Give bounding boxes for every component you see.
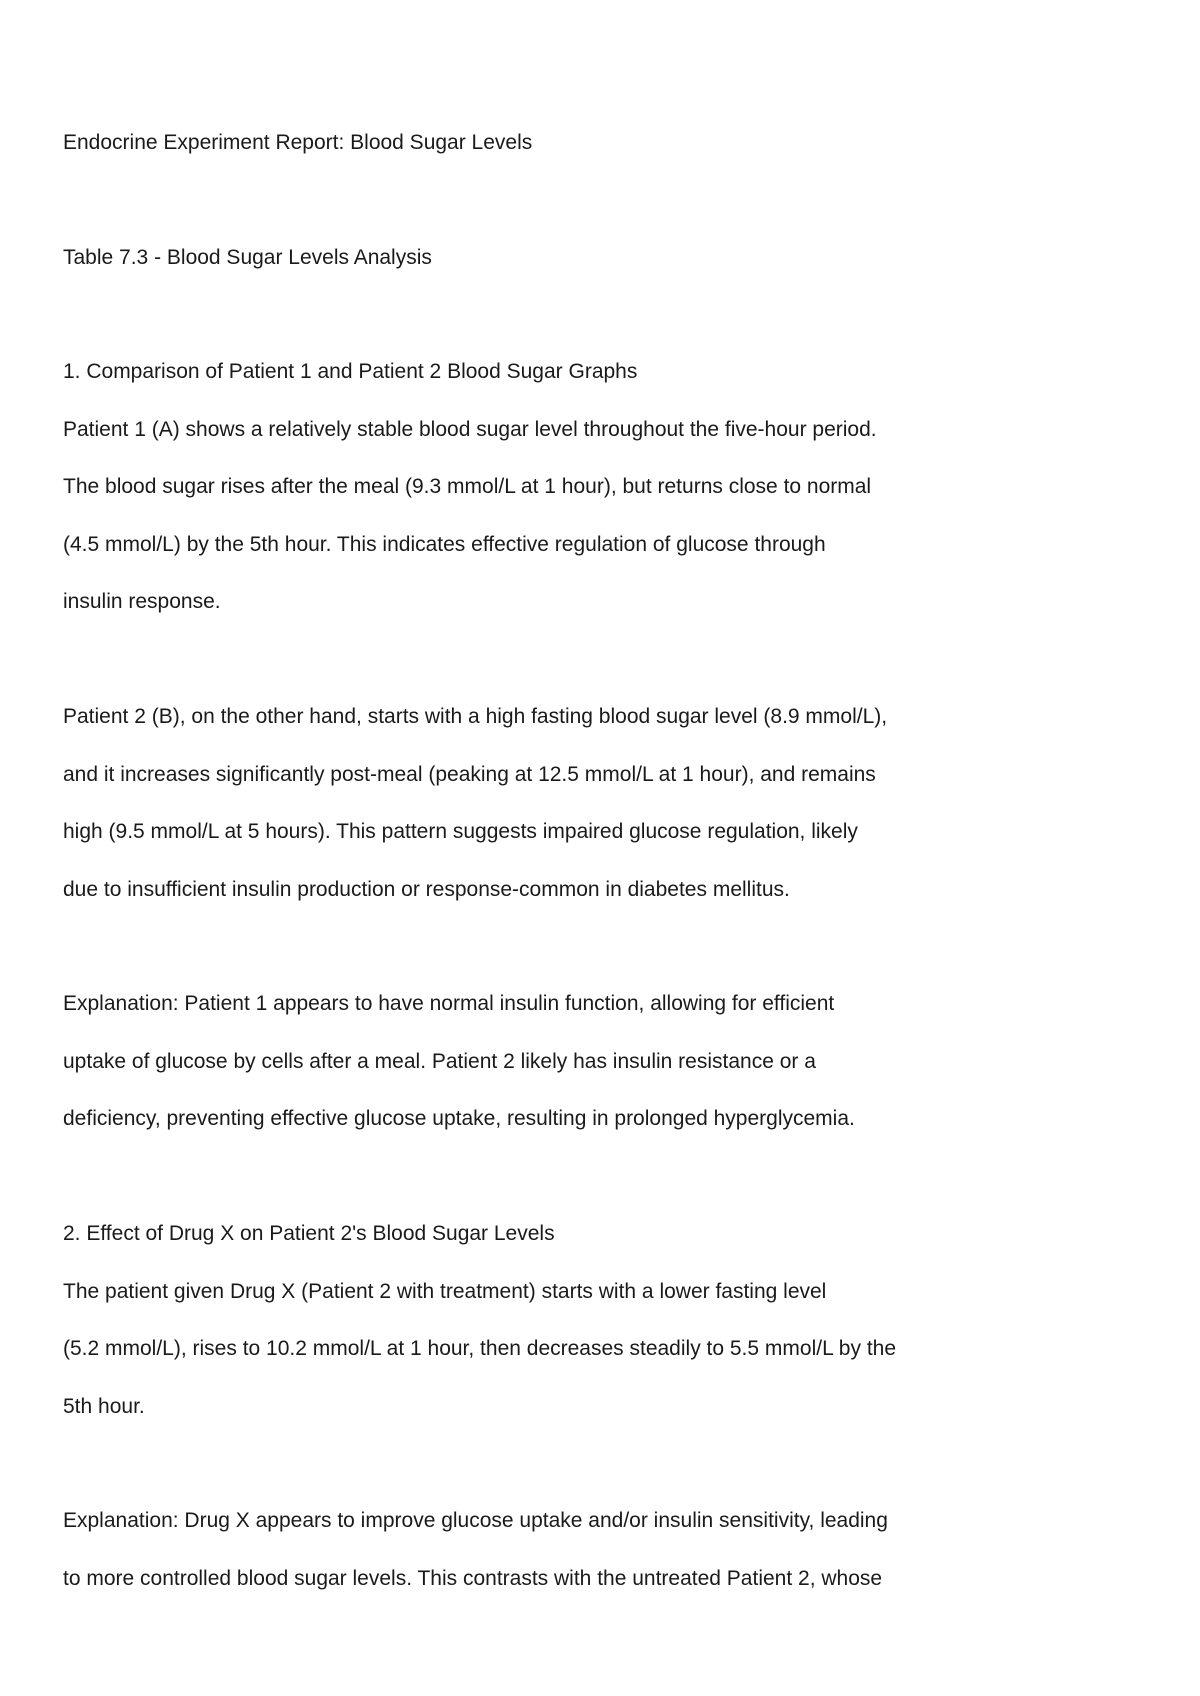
report-title: Endocrine Experiment Report: Blood Sugar Levels [63,131,533,154]
section1-heading: 1. Comparison of Patient 1 and Patient 2 Blood Sugar Graphs [63,360,638,383]
section1-patient2-line-2: and it increases significantly post-meal (peaking at 12.5 mmol/L at 1 hour), and remains [63,763,876,786]
section1-patient1-line-3: (4.5 mmol/L) by the 5th hour. This indicates effective regulation of glucose through [63,533,826,556]
section2-heading: 2. Effect of Drug X on Patient 2's Blood Sugar Levels [63,1222,555,1245]
section1-patient1-line-1: Patient 1 (A) shows a relatively stable blood sugar level throughout the five-hour period. [63,418,877,441]
section1-patient1-line-2: The blood sugar rises after the meal (9.3 mmol/L at 1 hour), but returns close to normal [63,475,872,498]
table-caption: Table 7.3 - Blood Sugar Levels Analysis [63,246,432,269]
section1-patient2-line-3: high (9.5 mmol/L at 5 hours). This pattern suggests impaired glucose regulation, likely [63,820,858,843]
section2-explanation-line-2: to more controlled blood sugar levels. This contrasts with the untreated Patient 2, whose [63,1567,883,1590]
section2-drug-line-3: 5th hour. [63,1395,145,1418]
section1-patient2-line-4: due to insufficient insulin production or response-common in diabetes mellitus. [63,878,790,901]
section1-patient2-line-1: Patient 2 (B), on the other hand, starts with a high fasting blood sugar level (8.9 mmol/L), [63,705,888,728]
section2-drug-line-1: The patient given Drug X (Patient 2 with treatment) starts with a lower fasting level [63,1280,827,1303]
section1-explanation-line-3: deficiency, preventing effective glucose uptake, resulting in prolonged hyperglycemia. [63,1107,855,1130]
section1-explanation-line-1: Explanation: Patient 1 appears to have normal insulin function, allowing for efficient [63,992,835,1015]
section2-drug-line-2: (5.2 mmol/L), rises to 10.2 mmol/L at 1 hour, then decreases steadily to 5.5 mmol/L by the [63,1337,897,1360]
section1-patient1-line-4: insulin response. [63,590,221,613]
section1-explanation-line-2: uptake of glucose by cells after a meal. Patient 2 likely has insulin resistance or a [63,1050,816,1073]
section2-explanation-line-1: Explanation: Drug X appears to improve glucose uptake and/or insulin sensitivity, leading [63,1509,888,1532]
